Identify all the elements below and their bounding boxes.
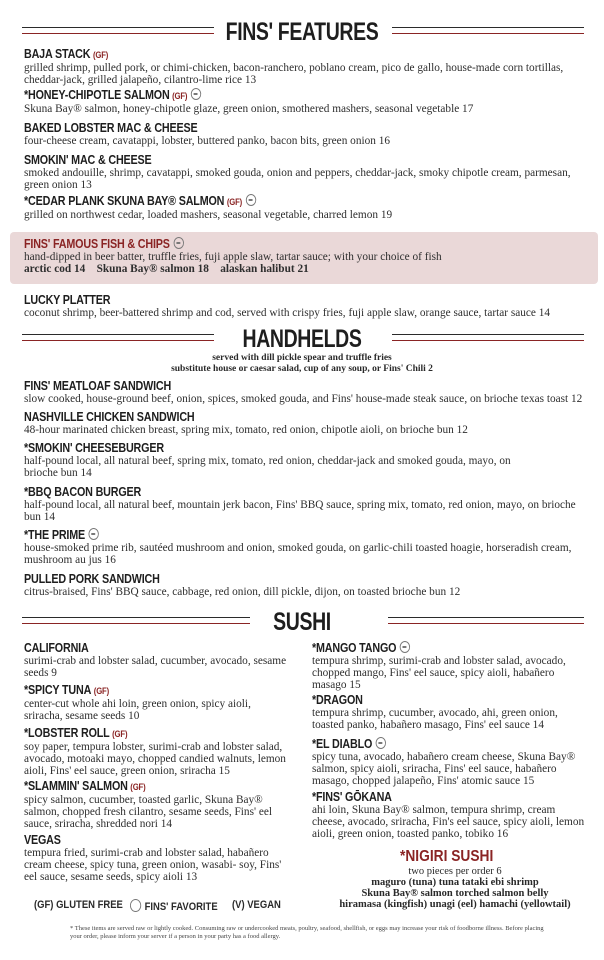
gluten-free-tag: (GF) [130,782,146,792]
item-name: SPICY TUNA [28,683,92,697]
handhelds-note: served with dill pickle spear and truffle fries [212,353,392,363]
fins-favorite-icon [173,237,183,249]
item-name: FINS' GŌKANA [316,790,392,804]
item-description: four-cheese cream, cavatappi, lobster, buttered panko, bacon bits, green onion 16 [24,135,391,147]
item-name: EL DIABLO [316,737,373,751]
menu-item: *HONEY-CHIPOTLE SALMON (GF) Skuna Bay® salmon, honey-chipotle glaze, green onion, smothered mashers, seasonal vegetable 17 [24,88,584,115]
legend-fins-favorite-label: FINS' FAVORITE [144,901,218,913]
item-name: PULLED PORK SANDWICH [24,572,160,586]
item-description: citrus-braised, Fins' BBQ sauce, cabbage, red onion, dill pickle, dijon, on toasted brioche bun 12 [24,586,461,598]
menu-item [24,410,589,436]
item-description: half-pound local, all natural beef, spring mix, tomato, red onion, cheddar-jack and smoked gouda, mayo, on brioche bun 14 [24,455,511,480]
menu-item: *SPICY TUNA (GF) center-cut whole ahi loin, green onion, spicy aioli, sriracha, sesame seeds 10 [24,683,289,722]
menu-item [24,47,584,86]
legend-fins-favorite [130,899,218,913]
sushi-header [0,606,604,640]
menu-item [24,293,589,319]
nigiri-line: Skuna Bay® salmon torched salmon belly [361,888,549,899]
menu-item: *FINS' GŌKANA ahi loin, Skuna Bay® salmon, tempura shrimp, cream cheese, avocado, sriracha, Fin's eel sauce, spicy aioli, lemon aioli, green onion, toasted panko, tobiko 16 [312,790,587,841]
item-description: grilled on northwest cedar, loaded mashers, seasonal vegetable, charred lemon 19 [24,209,393,221]
item-name: BAKED LOBSTER MAC & CHEESE [24,121,198,135]
menu-item [24,833,289,884]
menu-item [24,379,589,405]
item-description: tempura fried, surimi-crab and lobster salad, habañero cream cheese, spicy tuna, green onion, wasabi- soy, Fins' eel sauce, sesame seeds, spicy aioli 13 [24,847,282,884]
menu-item [24,121,584,147]
gluten-free-tag: (GF) [112,729,128,739]
item-name: BAJA STACK [24,47,91,61]
item-name: CALIFORNIA [24,641,89,655]
menu-item [24,153,584,191]
item-description: spicy tuna, avocado, habañero cream cheese, Skuna Bay® salmon, spicy aioli, sriracha, Fins' eel sauce, habañero masago, chopped jalapeño, Fins' atomic sauce 15 [312,751,576,788]
item-description: spicy salmon, cucumber, toasted garlic, Skuna Bay® salmon, chopped fresh cilantro, sesame seeds, Fins' eel sauce, sriracha, shredded nori 14 [24,794,272,831]
legend-vegan: (V) VEGAN [232,899,281,911]
item-description: house-smoked prime rib, sautéed mushroom and onion, smoked gouda, on garlic-chili toasted hoagie, horseradish cream, mushroom au jus 16 [24,542,572,567]
menu-item [24,572,589,598]
item-description: tempura shrimp, cucumber, avocado, ahi, green onion, toasted panko, habañero masago, Fins' eel sauce 14 [312,707,558,732]
item-description: center-cut whole ahi loin, green onion, spicy aioli, sriracha, sesame seeds 10 [24,698,251,723]
item-name: VEGAS [24,833,61,847]
item-description: tempura shrimp, surimi-crab and lobster salad, avocado, chopped mango, Fins' eel sauce, spicy aioli, habañero masago 15 [312,655,566,692]
item-name: CEDAR PLANK SKUNA BAY® SALMON [28,194,225,208]
item-description: grilled shrimp, pulled pork, or chimi-chicken, bacon-ranchero, poblano cream, pico de gallo, house-made corn tortillas, cheddar-jack, grilled jalapeño, cilantro-lime rice 13 [24,62,564,87]
fins-favorite-icon [246,194,256,206]
handhelds-substitute-note: substitute house or caesar salad, cup of any soup, or Fins' Chili 2 [171,364,433,374]
fins-favorite-icon [130,899,141,912]
item-description: Skuna Bay® salmon, honey-chipotle glaze, green onion, smothered mashers, seasonal vegetable 17 [24,103,474,115]
gluten-free-tag: (GF) [226,197,243,207]
menu-item: *BBQ BACON BURGER half-pound local, all natural beef, mountain jerk bacon, Fins' BBQ sauce, spring mix, tomato, red onion, mayo, on brioche bun 14 [24,485,579,523]
nigiri-line: maguro (tuna) tuna tataki ebi shrimp [371,877,539,888]
item-name: FINS' MEATLOAF SANDWICH [24,379,172,393]
item-description: 48-hour marinated chicken breast, spring mix, tomato, red onion, chipotle aioli, on brioche bun 12 [24,424,468,436]
item-name: MANGO TANGO [316,641,397,655]
fins-favorite-icon [400,641,410,653]
menu-item: *THE PRIME house-smoked prime rib, sautéed mushroom and onion, smoked gouda, on garlic-chili toasted hoagie, horseradish cream, mushroom au jus 16 [24,528,584,566]
fins-favorite-icon [88,528,98,540]
item-name: DRAGON [316,693,363,707]
gluten-free-tag: (GF) [172,91,188,101]
fins-favorite-icon [376,737,386,749]
features-header [0,16,604,50]
legend-gluten-free: (GF) GLUTEN FREE [34,899,123,911]
fish-prices: arctic cod 14 Skuna Bay® salmon 18 alaskan halibut 21 [24,263,309,276]
features-title: FINS' FEATURES [225,18,379,46]
menu-item: *SMOKIN' CHEESEBURGER half-pound local, all natural beef, spring mix, tomato, red onion, cheddar-jack and smoked gouda, mayo, on brioche bun 14 [24,441,524,479]
handhelds-header [0,323,604,357]
item-name: BBQ BACON BURGER [28,485,142,499]
menu-item: *LOBSTER ROLL (GF) soy paper, tempura lobster, surimi-crab and lobster salad, avocado, motoaki mayo, chopped candied walnuts, lemon aioli, Fins' eel sauce, green onion, sriracha 15 [24,726,289,778]
menu-item: *CEDAR PLANK SKUNA BAY® SALMON (GF) grilled on northwest cedar, loaded mashers, seasonal vegetable, charred lemon 19 [24,194,584,221]
item-description: soy paper, tempura lobster, surimi-crab and lobster salad, avocado, motoaki mayo, chopped candied walnuts, lemon aioli, Fins' eel sauce, green onion, sriracha 15 [24,741,286,778]
item-name: SLAMMIN' SALMON [28,779,128,793]
sushi-title: SUSHI [273,608,331,636]
gluten-free-tag: (GF) [92,50,109,60]
item-description: hand-dipped in beer batter, truffle fries, fuji apple slaw, tartar sauce; with your choice of fish [24,251,442,263]
allergy-footnote: * These items are served raw or lightly cooked. Consuming raw or undercooked meats, poultry, seafood, shellfish, or eggs may increase your risk of foodborne illness. Before placing your order, please inform your server if a person in your party has a food allergy. [70,925,544,940]
gluten-free-tag: (GF) [93,686,110,696]
item-description: coconut shrimp, beer-battered shrimp and cod, served with crispy fries, fuji apple slaw, orange sauce, tartar sauce 14 [24,307,551,319]
item-name: THE PRIME [28,528,86,542]
menu-item: *DRAGON tempura shrimp, cucumber, avocado, ahi, green onion, toasted panko, habañero masago, Fins' eel sauce 14 [312,693,587,731]
nigiri-title: *NIGIRI SUSHI [400,848,494,865]
menu-item-highlighted [24,237,584,275]
nigiri-title-text: NIGIRI SUSHI [405,848,494,865]
item-name: LUCKY PLATTER [24,293,111,307]
item-name: NASHVILLE CHICKEN SANDWICH [24,410,195,424]
item-description: slow cooked, house-ground beef, onion, spices, smoked gouda, and Fins' house-made steak sauce, on brioche texas toast 12 [24,393,583,405]
item-description: surimi-crab and lobster salad, cucumber, avocado, sesame seeds 9 [24,655,287,680]
item-name: SMOKIN' MAC & CHEESE [24,153,152,167]
fins-favorite-icon [191,88,201,100]
item-name: HONEY-CHIPOTLE SALMON [28,88,170,102]
item-description: ahi loin, Skuna Bay® salmon, tempura shrimp, cream cheese, avocado, sriracha, Fin's eel sauce, spicy aioli, lemon aioli, green onion, toasted panko, tobiko 16 [312,804,585,841]
item-name: LOBSTER ROLL [28,726,110,740]
handhelds-title: HANDHELDS [242,325,362,353]
item-name: SMOKIN' CHEESEBURGER [28,441,164,455]
nigiri-line: hiramasa (kingfish) unagi (eel) hamachi (yellowtail) [339,899,571,910]
item-description: half-pound local, all natural beef, mountain jerk bacon, Fins' BBQ sauce, spring mix, tomato, red onion, mayo, on brioche bun 14 [24,499,576,524]
item-description: smoked andouille, shrimp, cavatappi, smoked gouda, onion and peppers, cheddar-jack, smoky chipotle cream, parmesan, green onion 13 [24,167,571,192]
nigiri-subtitle: two pieces per order 6 [408,866,502,877]
item-name: FINS' FAMOUS FISH & CHIPS [24,237,170,251]
menu-item: *SLAMMIN' SALMON (GF) spicy salmon, cucumber, toasted garlic, Skuna Bay® salmon, chopped fresh cilantro, sesame seeds, Fins' eel sauce, sriracha, shredded nori 14 [24,779,289,831]
menu-item: *EL DIABLO spicy tuna, avocado, habañero cream cheese, Skuna Bay® salmon, spicy aioli, sriracha, Fins' eel sauce, habañero masago, chopped jalapeño, Fins' atomic sauce 15 [312,737,587,788]
menu-item: *MANGO TANGO tempura shrimp, surimi-crab and lobster salad, avocado, chopped mango, Fins' eel sauce, spicy aioli, habañero masago 15 [312,641,587,692]
menu-item [24,641,289,679]
